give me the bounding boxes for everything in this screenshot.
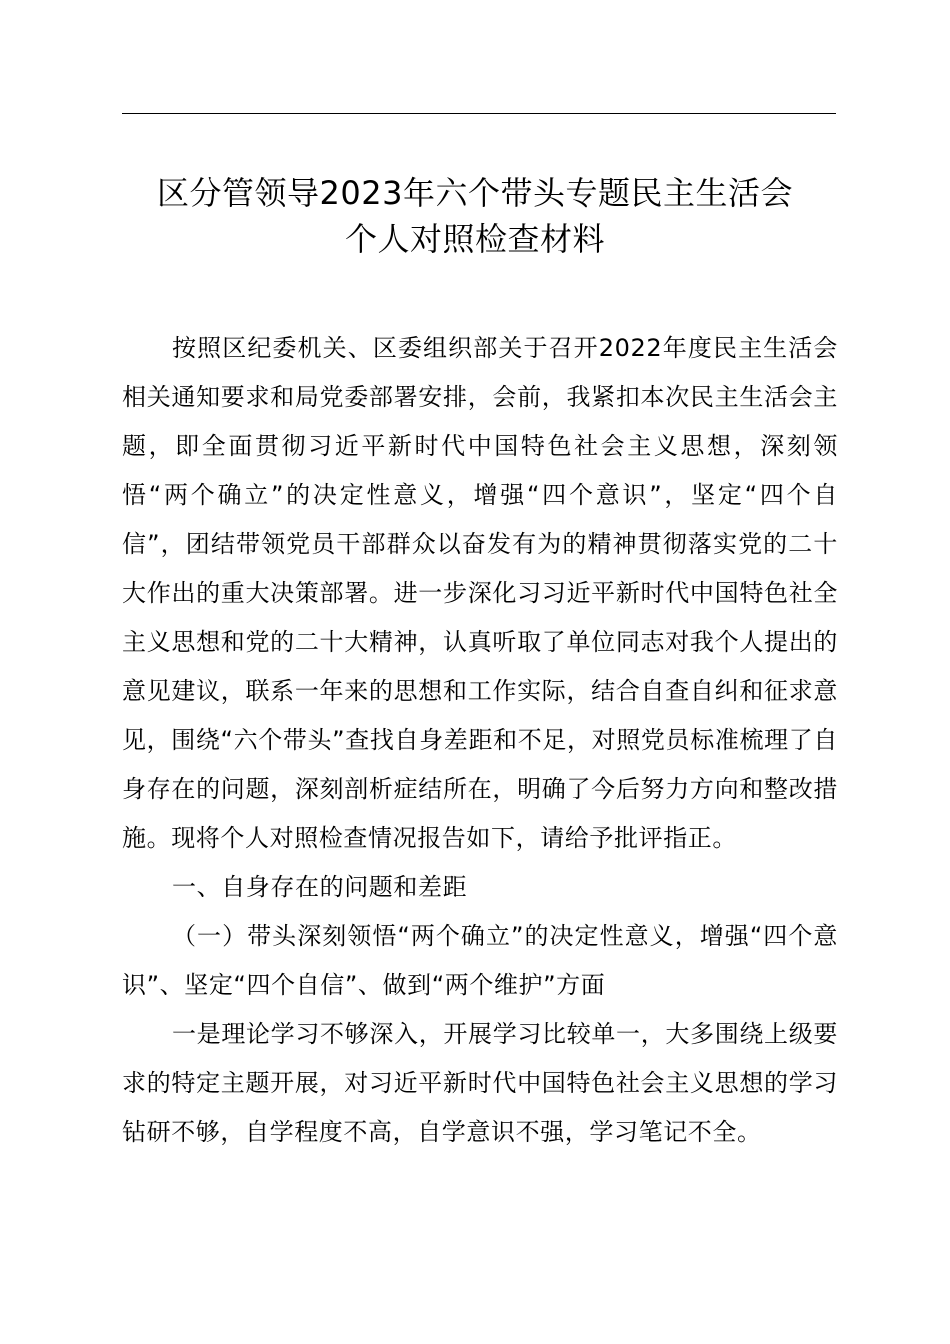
section-heading-1: 一、自身存在的问题和差距 <box>172 873 468 901</box>
point-paragraph-1: 一是理论学习不够深入，开展学习比较单一，大多围绕上级要求的特定主题开展，对习近平新时代中国特色社会主义思想的学习钻研不够，自学程度不高，自学意识不强，学习笔记不全。 <box>122 1020 838 1146</box>
document-body <box>122 324 838 1157</box>
subsection-heading-1: （一）带头深刻领悟“两个确立”的决定性意义，增强“四个意识”、坚定“四个自信”、做到“两个维护”方面 <box>122 922 838 999</box>
intro-paragraph: 按照区纪委机关、区委组织部关于召开2022年度民主生活会相关通知要求和局党委部署安排，会前，我紧扣本次民主生活会主题，即全面贯彻习近平新时代中国特色社会主义思想，深刻领悟“两个确立”的决定性意义，增强“四个意识”，坚定“四个自信”，团结带领党员干部群众以奋发有为的精神贯彻落实党的二十大作出的重大决策部署。进一步深化习习近平新时代中国特色社全主义思想和党的二十大精神，认真听取了单位同志对我个人提出的意见建议，联系一年来的思想和工作实际，结合自查自纠和征求意见，围绕“六个带头”查找自身差距和不足，对照党员标准梳理了自身存在的问题，深刻剖析症结所在，明确了今后努力方向和整改措施。现将个人对照检查情况报告如下，请给予批评指正。 <box>122 334 838 852</box>
title-line-1: 区分管领导2023年六个带头专题民主生活会 <box>157 174 793 212</box>
header-rule <box>122 113 836 114</box>
title-line-2: 个人对照检查材料 <box>344 220 605 258</box>
document-title <box>100 170 850 262</box>
